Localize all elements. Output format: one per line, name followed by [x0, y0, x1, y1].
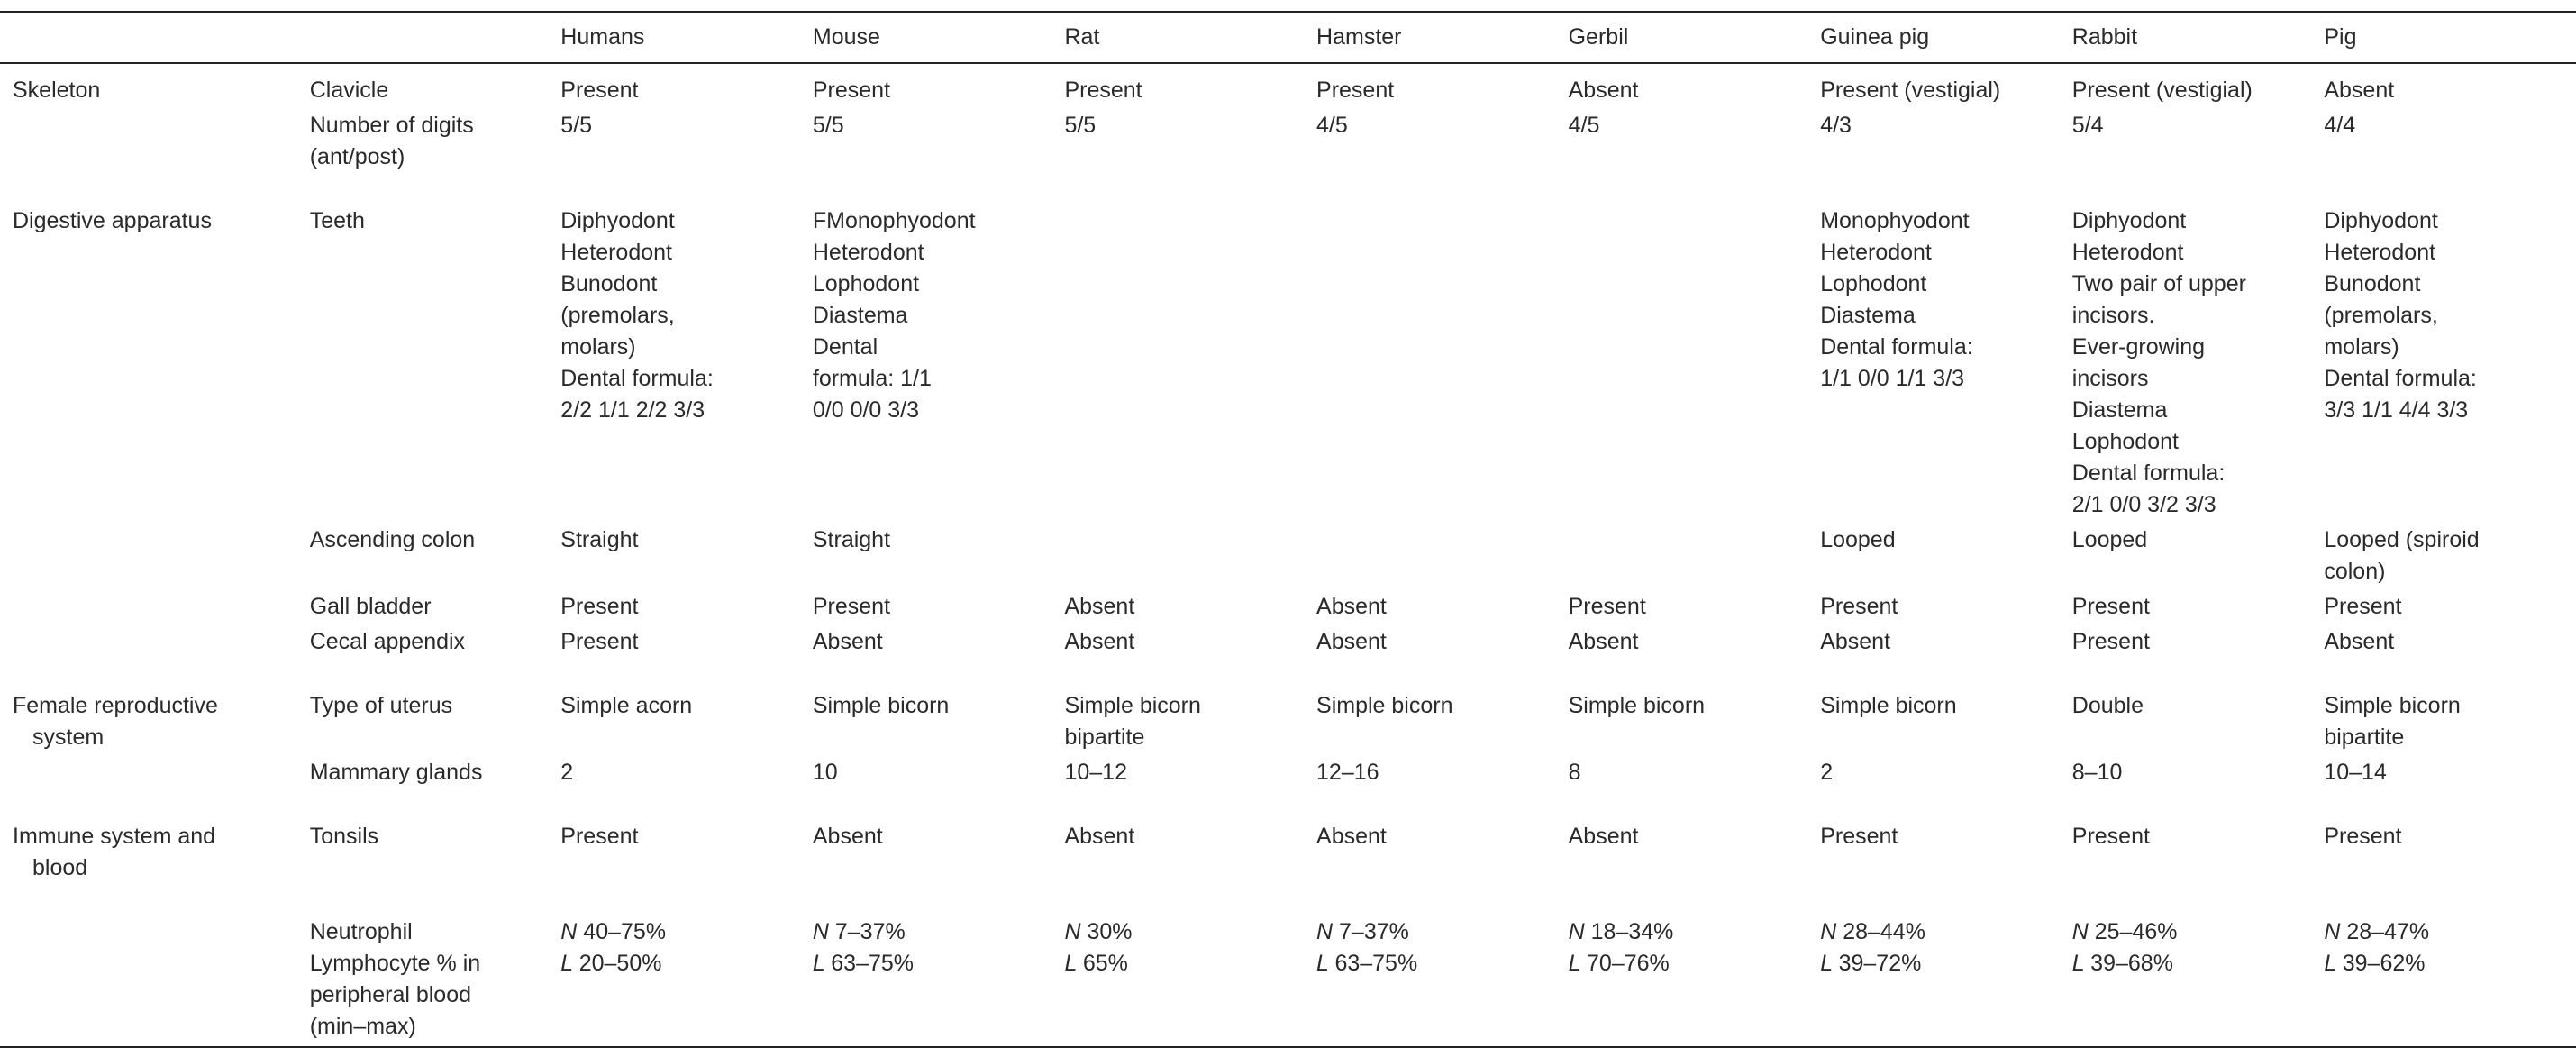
- feature-cell: [310, 690, 561, 757]
- measure-value: 70–76%: [1587, 951, 1670, 976]
- feature-cell-line: Neutrophil: [309, 919, 413, 944]
- measure-value: 63–75%: [831, 951, 915, 976]
- group-cell: [0, 110, 310, 205]
- measure-prefix: N: [812, 919, 835, 944]
- value-cell-line: Heterodont: [2071, 240, 2184, 265]
- value-cell-line: [1316, 948, 1561, 980]
- value-cell: [2324, 63, 2576, 110]
- column-header: [0, 12, 310, 63]
- feature-cell: [310, 524, 561, 591]
- value-cell-line: Lophodont: [2071, 429, 2179, 454]
- value-cell-line: Looped (spiroid: [2324, 527, 2480, 552]
- value-cell-line: molars): [560, 334, 636, 360]
- column-header: Gerbil: [1568, 24, 1629, 50]
- value-cell: [813, 757, 1065, 821]
- value-cell-line: 8–10: [2071, 760, 2123, 785]
- value-cell-line: 4/3: [1820, 113, 1852, 138]
- measure-prefix: L: [1064, 951, 1083, 976]
- group-cell: [0, 205, 310, 524]
- value-cell-line: Absent: [1064, 629, 1135, 654]
- value-cell-line: 5/4: [2071, 113, 2104, 138]
- measure-prefix: L: [560, 951, 579, 976]
- value-cell-line: Ever-growing: [2071, 334, 2206, 360]
- value-cell: [813, 524, 1065, 591]
- measure-value: 39–62%: [2342, 951, 2426, 976]
- table-row: [0, 591, 2576, 626]
- value-cell: [1316, 110, 1569, 205]
- value-cell-line: 10–12: [1064, 760, 1127, 785]
- value-cell-line: colon): [2324, 559, 2386, 584]
- value-cell: [1064, 205, 1316, 524]
- value-cell-line: Diastema: [2071, 397, 2168, 423]
- value-cell-line: incisors.: [2071, 303, 2155, 328]
- feature-cell-line: Lymphocyte % in: [309, 951, 481, 976]
- measure-prefix: L: [1820, 951, 1839, 976]
- feature-cell-line: Gall bladder: [309, 594, 432, 619]
- measure-value: 30%: [1087, 919, 1133, 944]
- value-cell-line: 0/0 0/0 3/3: [812, 397, 920, 423]
- feature-cell-line: Ascending colon: [309, 527, 476, 552]
- value-cell-line: Present: [560, 77, 639, 103]
- value-cell-line: Absent: [1316, 824, 1387, 849]
- value-cell-line: Simple bicorn: [1064, 693, 1201, 718]
- group-cell-line: Digestive apparatus: [13, 208, 212, 233]
- value-cell-line: 4/5: [1568, 113, 1600, 138]
- value-cell-line: Bunodont: [2324, 271, 2421, 296]
- table-row: [0, 63, 2576, 110]
- value-cell-line: Present: [1568, 594, 1646, 619]
- value-cell: [2324, 757, 2576, 821]
- value-cell: [560, 63, 813, 110]
- feature-cell: [310, 110, 561, 205]
- value-cell: [2324, 626, 2576, 690]
- value-cell: [2324, 916, 2576, 1047]
- table-row: [0, 205, 2576, 524]
- value-cell: [1316, 524, 1569, 591]
- value-cell-line: Monophyodont: [1820, 208, 1970, 233]
- measure-value: 20–50%: [578, 951, 662, 976]
- value-cell: [1316, 916, 1569, 1047]
- value-cell-line: Present: [2071, 824, 2150, 849]
- value-cell-line: Diastema: [1820, 303, 1916, 328]
- value-cell: [560, 626, 813, 690]
- value-cell: [1316, 63, 1569, 110]
- value-cell-line: Looped: [1820, 527, 1896, 552]
- value-cell-line: Present: [560, 594, 639, 619]
- measure-value: 28–47%: [2346, 919, 2430, 944]
- value-cell-line: Present: [1820, 594, 1898, 619]
- header-row: [0, 12, 2576, 63]
- value-cell-line: Diastema: [812, 303, 908, 328]
- measure-prefix: N: [1316, 919, 1340, 944]
- value-cell-line: formula: 1/1: [812, 366, 932, 391]
- value-cell-line: FMonophyodont: [812, 208, 976, 233]
- column-header: [310, 12, 561, 63]
- value-cell: [560, 690, 813, 757]
- value-cell-line: 1/1 0/0 1/1 3/3: [1820, 366, 1965, 391]
- value-cell: [2324, 591, 2576, 626]
- value-cell-line: Diphyodont: [2324, 208, 2438, 233]
- value-cell-line: Present (vestigial): [1820, 77, 2001, 103]
- value-cell-line: [1569, 916, 1814, 948]
- value-cell-line: Double: [2071, 693, 2144, 718]
- measure-prefix: N: [1568, 919, 1591, 944]
- value-cell: [2072, 821, 2325, 916]
- group-cell: [0, 916, 310, 1047]
- value-cell-line: Present: [2324, 824, 2402, 849]
- value-cell-line: incisors: [2071, 366, 2149, 391]
- value-cell-line: [1064, 948, 1309, 980]
- feature-cell-line: peripheral blood: [309, 982, 472, 1007]
- value-cell: [560, 757, 813, 821]
- value-cell-line: Present: [2071, 629, 2150, 654]
- feature-cell-line: (ant/post): [309, 144, 405, 169]
- value-cell-line: Absent: [1316, 594, 1387, 619]
- value-cell: [813, 690, 1065, 757]
- value-cell-line: 2: [1820, 760, 1834, 785]
- value-cell-line: Absent: [812, 824, 883, 849]
- value-cell-line: Present: [1820, 824, 1898, 849]
- value-cell-line: [560, 948, 806, 980]
- value-cell-line: [2072, 916, 2317, 948]
- column-header: Pig: [2324, 24, 2357, 50]
- value-cell-line: 12–16: [1316, 760, 1379, 785]
- value-cell-line: (premolars,: [2324, 303, 2438, 328]
- feature-cell-line: Type of uterus: [309, 693, 453, 718]
- value-cell: [1820, 821, 2072, 916]
- measure-value: 40–75%: [583, 919, 667, 944]
- value-cell-line: [2072, 948, 2317, 980]
- value-cell: [560, 591, 813, 626]
- measure-value: 28–44%: [1843, 919, 1925, 944]
- value-cell-line: Straight: [560, 527, 639, 552]
- column-header: Rabbit: [2071, 24, 2138, 50]
- value-cell-line: Lophodont: [1820, 271, 1927, 296]
- value-cell-line: Absent: [1316, 629, 1387, 654]
- measure-prefix: L: [1316, 951, 1335, 976]
- measure-prefix: N: [2324, 919, 2347, 944]
- measure-value: 25–46%: [2094, 919, 2178, 944]
- value-cell: [1064, 591, 1316, 626]
- value-cell-line: 10–14: [2324, 760, 2387, 785]
- feature-cell: [310, 821, 561, 916]
- value-cell-line: Dental: [812, 334, 878, 360]
- value-cell-line: 5/5: [1064, 113, 1097, 138]
- value-cell: [813, 205, 1065, 524]
- column-header: Guinea pig: [1820, 24, 1930, 50]
- value-cell-line: Absent: [2324, 77, 2395, 103]
- value-cell: [2324, 690, 2576, 757]
- group-cell-line: Immune system and: [13, 824, 216, 849]
- value-cell: [2324, 821, 2576, 916]
- feature-cell: [310, 63, 561, 110]
- value-cell-line: bipartite: [2324, 724, 2405, 750]
- group-cell: [0, 626, 310, 690]
- column-header: Humans: [560, 24, 645, 50]
- value-cell: [1064, 757, 1316, 821]
- group-cell-line: Female reproductive: [13, 693, 218, 718]
- value-cell-line: bipartite: [1064, 724, 1145, 750]
- value-cell: [1820, 626, 2072, 690]
- value-cell-line: Present: [560, 824, 639, 849]
- measure-value: 39–68%: [2090, 951, 2173, 976]
- value-cell-line: Present: [812, 594, 891, 619]
- value-cell-line: Dental formula:: [2071, 460, 2226, 486]
- value-cell: [1820, 205, 2072, 524]
- value-cell-line: [813, 948, 1058, 980]
- value-cell-line: Simple bicorn: [1820, 693, 1957, 718]
- table-row: [0, 757, 2576, 821]
- measure-value: 63–75%: [1334, 951, 1418, 976]
- value-cell-line: [2324, 948, 2569, 980]
- value-cell: [1820, 524, 2072, 591]
- value-cell: [1569, 63, 1821, 110]
- value-cell: [1064, 63, 1316, 110]
- value-cell: [1820, 591, 2072, 626]
- value-cell: [1064, 110, 1316, 205]
- value-cell-line: 2/2 1/1 2/2 3/3: [560, 397, 705, 423]
- value-cell: [1316, 626, 1569, 690]
- value-cell-line: Absent: [1064, 824, 1135, 849]
- group-cell: [0, 757, 310, 821]
- value-cell-line: Present: [2324, 594, 2402, 619]
- value-cell: [2324, 205, 2576, 524]
- value-cell: [813, 591, 1065, 626]
- value-cell-line: Simple bicorn: [812, 693, 950, 718]
- value-cell-line: Present (vestigial): [2071, 77, 2253, 103]
- value-cell-line: 8: [1568, 760, 1581, 785]
- feature-cell: [310, 626, 561, 690]
- feature-cell: [310, 757, 561, 821]
- value-cell-line: [813, 916, 1058, 948]
- value-cell-line: Present: [2071, 594, 2150, 619]
- value-cell: [2072, 591, 2325, 626]
- value-cell-line: Straight: [812, 527, 891, 552]
- value-cell-line: Heterodont: [560, 240, 672, 265]
- value-cell-line: molars): [2324, 334, 2399, 360]
- value-cell: [560, 110, 813, 205]
- feature-cell-line: Tonsils: [309, 824, 379, 849]
- value-cell-line: Heterodont: [1820, 240, 1932, 265]
- feature-cell-line: (min–max): [309, 1014, 416, 1039]
- measure-prefix: N: [1064, 919, 1088, 944]
- value-cell-line: Heterodont: [812, 240, 924, 265]
- value-cell: [560, 821, 813, 916]
- group-cell: [0, 524, 310, 591]
- value-cell: [1316, 591, 1569, 626]
- comparison-table: [0, 11, 2576, 1048]
- value-cell: [1569, 205, 1821, 524]
- value-cell: [1316, 757, 1569, 821]
- group-cell: [0, 63, 310, 110]
- value-cell: [813, 110, 1065, 205]
- value-cell: [2072, 626, 2325, 690]
- value-cell: [2072, 524, 2325, 591]
- measure-value: 65%: [1082, 951, 1128, 976]
- group-cell-line: system: [32, 724, 105, 750]
- value-cell-line: Simple acorn: [560, 693, 693, 718]
- value-cell-line: Diphyodont: [560, 208, 675, 233]
- column-header: Hamster: [1316, 24, 1402, 50]
- value-cell-line: Absent: [1064, 594, 1135, 619]
- value-cell-line: [1316, 916, 1561, 948]
- measure-prefix: N: [560, 919, 584, 944]
- value-cell: [1820, 757, 2072, 821]
- group-cell: [0, 591, 310, 626]
- value-cell-line: Absent: [1568, 824, 1639, 849]
- value-cell-line: 5/5: [812, 113, 844, 138]
- value-cell: [1316, 205, 1569, 524]
- value-cell-line: Dental formula:: [2324, 366, 2477, 391]
- measure-prefix: L: [2071, 951, 2091, 976]
- value-cell: [560, 205, 813, 524]
- table-row: [0, 110, 2576, 205]
- value-cell-line: Diphyodont: [2071, 208, 2187, 233]
- value-cell: [2324, 524, 2576, 591]
- value-cell-line: Present: [1064, 77, 1142, 103]
- value-cell-line: Present: [560, 629, 639, 654]
- group-cell-line: blood: [32, 855, 88, 880]
- value-cell-line: [560, 916, 806, 948]
- value-cell-line: Present: [1316, 77, 1395, 103]
- feature-cell: [310, 916, 561, 1047]
- feature-cell-line: Teeth: [309, 208, 365, 233]
- value-cell: [813, 626, 1065, 690]
- value-cell-line: Absent: [812, 629, 883, 654]
- value-cell: [1569, 110, 1821, 205]
- group-cell-line: Skeleton: [13, 77, 101, 103]
- value-cell-line: Dental formula:: [1820, 334, 1973, 360]
- value-cell-line: Absent: [1820, 629, 1891, 654]
- value-cell: [1064, 626, 1316, 690]
- value-cell-line: 4/4: [2324, 113, 2356, 138]
- value-cell-line: Simple bicorn: [1316, 693, 1453, 718]
- value-cell: [1569, 916, 1821, 1047]
- value-cell-line: Heterodont: [2324, 240, 2436, 265]
- value-cell-line: [2324, 916, 2569, 948]
- value-cell: [1316, 821, 1569, 916]
- value-cell-line: Simple bicorn: [1568, 693, 1706, 718]
- measure-prefix: L: [812, 951, 832, 976]
- table-row: [0, 821, 2576, 916]
- feature-cell: [310, 591, 561, 626]
- table-row: [0, 524, 2576, 591]
- value-cell: [1316, 690, 1569, 757]
- value-cell: [560, 524, 813, 591]
- value-cell-line: 10: [812, 760, 838, 785]
- group-cell: [0, 821, 310, 916]
- value-cell-line: 2: [560, 760, 574, 785]
- table-row: [0, 916, 2576, 1047]
- value-cell: [813, 821, 1065, 916]
- value-cell: [2072, 63, 2325, 110]
- measure-prefix: L: [2324, 951, 2343, 976]
- value-cell-line: Bunodont: [560, 271, 658, 296]
- measure-value: 39–72%: [1838, 951, 1922, 976]
- value-cell: [1569, 626, 1821, 690]
- column-header: Mouse: [812, 24, 880, 50]
- value-cell: [1569, 524, 1821, 591]
- value-cell: [1569, 591, 1821, 626]
- feature-cell-line: Mammary glands: [309, 760, 483, 785]
- value-cell: [813, 63, 1065, 110]
- value-cell: [813, 916, 1065, 1047]
- value-cell-line: 2/1 0/0 3/2 3/3: [2071, 492, 2216, 517]
- value-cell: [1820, 916, 2072, 1047]
- table-row: [0, 690, 2576, 757]
- value-cell: [2072, 690, 2325, 757]
- value-cell-line: (premolars,: [560, 303, 675, 328]
- measure-value: 18–34%: [1590, 919, 1674, 944]
- measure-value: 7–37%: [1339, 919, 1409, 944]
- value-cell-line: 4/5: [1316, 113, 1348, 138]
- value-cell: [2072, 916, 2325, 1047]
- feature-cell-line: Number of digits: [309, 113, 474, 138]
- measure-prefix: L: [1568, 951, 1588, 976]
- value-cell: [2324, 110, 2576, 205]
- value-cell: [1064, 916, 1316, 1047]
- feature-cell-line: Cecal appendix: [309, 629, 466, 654]
- value-cell: [1064, 690, 1316, 757]
- value-cell: [2072, 205, 2325, 524]
- value-cell-line: 5/5: [560, 113, 593, 138]
- value-cell: [1064, 524, 1316, 591]
- value-cell-line: Absent: [2324, 629, 2395, 654]
- column-header: Rat: [1064, 24, 1100, 50]
- group-cell: [0, 690, 310, 757]
- measure-value: 7–37%: [834, 919, 906, 944]
- table-row: [0, 626, 2576, 690]
- value-cell: [1569, 821, 1821, 916]
- value-cell: [1569, 690, 1821, 757]
- value-cell-line: [1064, 916, 1309, 948]
- value-cell: [1064, 821, 1316, 916]
- value-cell-line: Looped: [2071, 527, 2148, 552]
- value-cell-line: Dental formula:: [560, 366, 714, 391]
- value-cell: [2072, 110, 2325, 205]
- value-cell: [1820, 690, 2072, 757]
- measure-prefix: N: [2071, 919, 2095, 944]
- value-cell-line: Absent: [1568, 629, 1639, 654]
- value-cell-line: Lophodont: [812, 271, 920, 296]
- value-cell: [560, 916, 813, 1047]
- value-cell-line: Absent: [1568, 77, 1639, 103]
- value-cell-line: [1569, 948, 1814, 980]
- value-cell: [1820, 110, 2072, 205]
- value-cell-line: [1820, 948, 2065, 980]
- feature-cell-line: Clavicle: [309, 77, 389, 103]
- value-cell: [1820, 63, 2072, 110]
- value-cell-line: [1820, 916, 2065, 948]
- value-cell: [2072, 757, 2325, 821]
- measure-prefix: N: [1820, 919, 1843, 944]
- value-cell-line: Two pair of upper: [2071, 271, 2246, 296]
- value-cell-line: 3/3 1/1 4/4 3/3: [2324, 397, 2469, 423]
- value-cell: [1569, 757, 1821, 821]
- feature-cell: [310, 205, 561, 524]
- value-cell-line: Simple bicorn: [2324, 693, 2461, 718]
- value-cell-line: Present: [812, 77, 891, 103]
